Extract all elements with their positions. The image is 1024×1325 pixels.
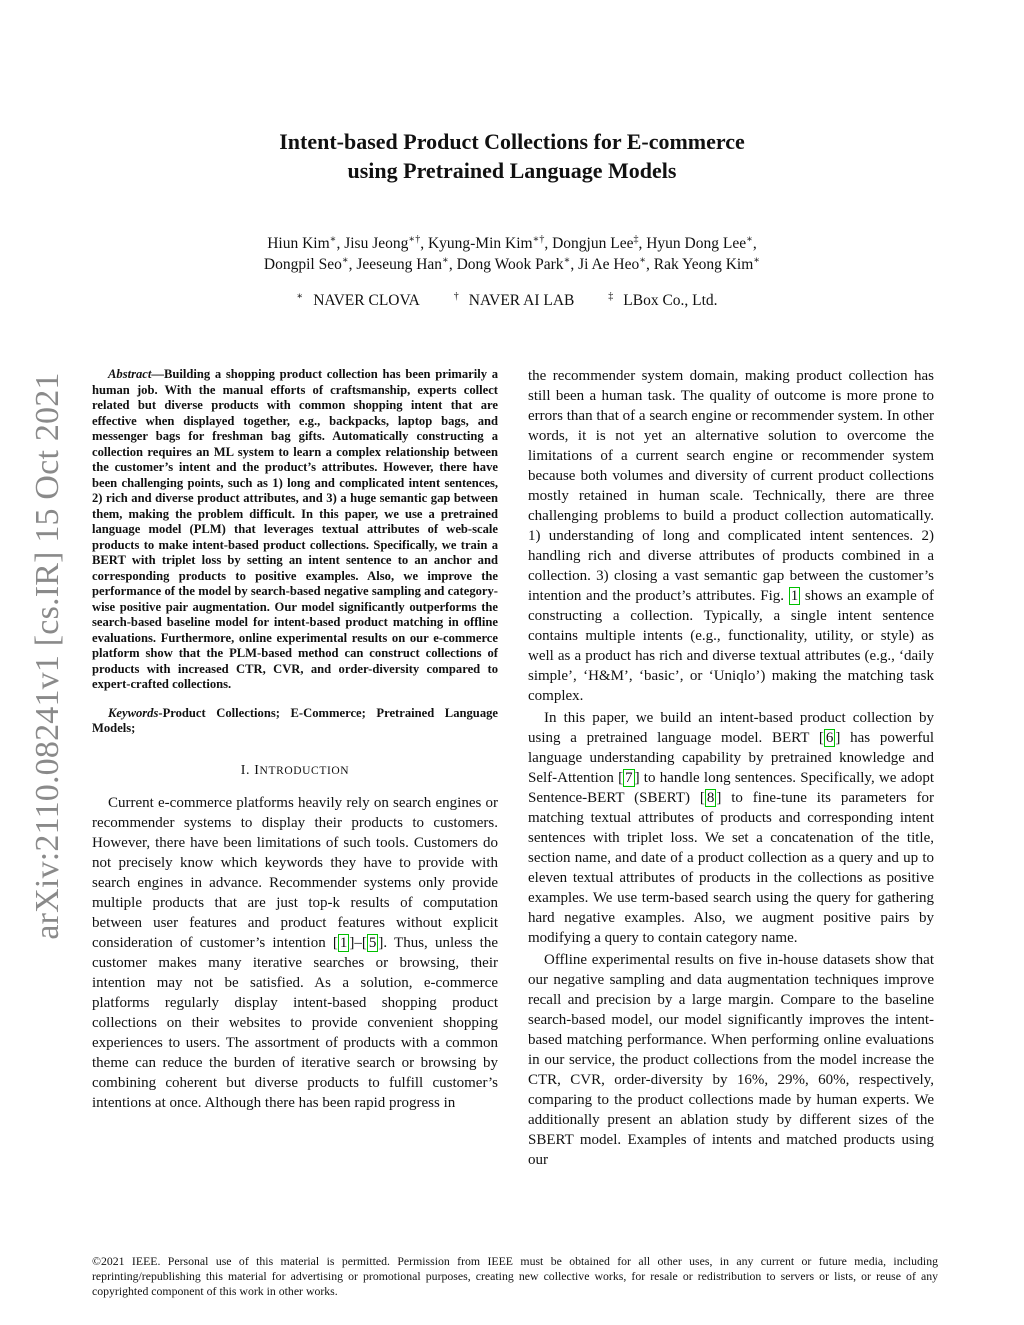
title-line-2: using Pretrained Language Models [347, 158, 677, 183]
author: Ji Ae Heo∗, [578, 254, 654, 273]
citation-link[interactable]: 1 [339, 934, 348, 951]
author: Rak Yeong Kim∗ [653, 254, 761, 273]
right-column [528, 366, 934, 1170]
affiliation: ∗ NAVER CLOVA [296, 290, 420, 309]
abstract-text: —Building a shopping product collection has been primarily a human job. With the manual efforts of craftsmanship, experts collect related but diverse products with common shopping intent that are effective when displayed together, e.g., backpacks, laptop bags, and messenger bags for freshman bag gifts. Automatically constructing a collection requires an ML system to learn a complex relationship between the customer’s intent and the product’s attributes. However, there have been challenging points, such as 1) long and complicated intent sentences, 2) rich and diverse product attributes, and 3) a huge semantic gap between them, making the problem difficult. In this paper, we use a pretrained language model (PLM) that leverages textual attributes of web-scale products to make intent-based product collections. Specifically, we train a BERT with triplet loss by setting an intent sentence to an anchor and corresponding products to positive examples. Also, we improve the performance of the model by search-based negative sampling and category-wise positive pair augmentation. Our model significantly outperforms the search-based baseline model for intent-based product matching in offline evaluations. Furthermore, online experimental results on our e-commerce platform show that the PLM-based method can construct collections of products with increased CTR, CVR, and order-diversity compared to expert-crafted collections. [92, 367, 498, 691]
author: Dongjun Lee‡, [552, 233, 647, 252]
citation-link[interactable]: 6 [825, 730, 834, 746]
keywords [92, 706, 498, 737]
author: Dongpil Seo∗, [263, 254, 357, 273]
author-line-1 [140, 233, 884, 254]
figure-link[interactable]: 1 [790, 588, 799, 604]
intro-paragraph-1-continued: the recommender system domain, making product collection has still been a human task. The quality of outcome is more prone to errors than that of a search engine or recommender system. In other words, it is not yet an alternative solution to overcome the limitations of a current search engine or recommender system because both volumes and diversity of current product collections mostly retained in human scale. Technically, there are three challenging problems to build a product collection automatically. 1) understanding of long and complicated intent sentences. 2) handling rich and diverse attributes of products combined in a collection. 3) closing a vast semantic gap between the customer’s intention and the product’s attributes. Fig. 1 shows an example of constructing a collection. Typically, a single intent sentence contains multiple intents (e.g., functionality, utility, or style) as well as a product has rich and diverse textual attributes (e.g., ‘daily simple’, ‘H&M’, ‘basic’, or ‘Uniqlo’) making the matching task complex. [528, 368, 934, 704]
intro-paragraph-2: In this paper, we build an intent-based product collection by using a pretrained language model. BERT [ 6 ] has powerful language understanding capability by pretrained knowledge and Self-Attention [ 7 ] to handle long sentences. Specifically, we adopt Sentence-BERT (SBERT) [ 8 ] to fine-tune its parameters for matching textual attributes of products and corresponding intent sentences with triplet loss. We set a concatenation of the title, section name, and date of a product collection as a query and up to eleven textual attributes of products in the collections as positive examples. We use term-based search using the query for gathering hard negative examples. Also, we augment positive pairs by modifying a query to contain category name. [528, 710, 934, 946]
author-list [140, 233, 884, 275]
affiliation: ‡ LBox Co., Ltd. [608, 290, 718, 309]
arxiv-identifier-text: arXiv:2110.08241v1 [cs.IR] 15 Oct 2021 [29, 372, 66, 940]
author: Dong Wook Park∗, [456, 254, 579, 273]
citation-link[interactable]: 7 [625, 770, 633, 786]
abstract-label: Abstract [108, 367, 152, 381]
left-column [92, 367, 498, 1113]
author-line-2 [140, 254, 884, 275]
author: Jisu Jeong∗†, [344, 233, 428, 252]
author: Hyun Dong Lee∗, [646, 233, 757, 252]
abstract [92, 367, 498, 693]
intro-paragraph-1: Current e-commerce platforms heavily rely on search engines or recommender systems to display their products to customers. However, there have been limitations of such tools. Customers do not precisely know which keywords they have to provide with search engines in advance. Recommender systems only provide multiple products that are just top-k results of computation between user features and product features without explicit consideration of customer’s intention [ 1 ]–[ 5 ]. Thus, unless the customer makes many iterative searches or browsing, their intention may not be satisfied. As a solution, e-commerce platforms regularly display intent-based shopping product collections on their websites to provide convenient shopping experiences to users. The assortment of products with a common theme can reduce the burden of iterative search or browsing by combining coherent but diverse products to fulfill customer’s intentions at once. Although there has been rapid progress in [92, 794, 498, 1111]
copyright-notice: ©2021 IEEE. Personal use of this material is permitted. Permission from IEEE must be obtained for all other uses, in any current or future media, including reprinting/republishing this material for advertising or promotional purposes, creating new collective works, for resale or redistribution to servers or lists, or reuse of any copyrighted component of this work in other works. [92, 1254, 938, 1298]
title-line-1: Intent-based Product Collections for E-commerce [279, 129, 745, 154]
arxiv-identifier [28, 366, 68, 946]
affiliations [140, 292, 884, 310]
keywords-label: Keywords [108, 705, 159, 720]
affiliation: † NAVER AI LAB [453, 290, 575, 309]
paper-title [160, 127, 864, 185]
author: Jeeseung Han∗, [356, 254, 457, 273]
author: Kyung-Min Kim∗†, [427, 233, 553, 252]
intro-paragraph-3: Offline experimental results on five in-house datasets show that our negative sampling and data augmentation techniques improve recall and precision by a large margin. Compare to the baseline search-based model, our model significantly improves the intent-based matching performance. When performing online evaluations in our service, the product collections from the model increase the CTR, CVR, order-diversity by 16%, 29%, 60%, respectively, comparing to the product collections made by human experts. We additionally present an ablation study by different sizes of the SBERT model. Examples of intents and matched products using our [528, 952, 934, 1168]
author: Hiun Kim∗, [267, 233, 345, 252]
citation-link[interactable]: 5 [368, 934, 377, 951]
section-heading-introduction: I. INTRODUCTION [240, 762, 350, 778]
keywords-text: -Product Collections; E-Commerce; Pretrained Language Models; [92, 705, 498, 735]
citation-link[interactable]: 8 [706, 790, 715, 806]
